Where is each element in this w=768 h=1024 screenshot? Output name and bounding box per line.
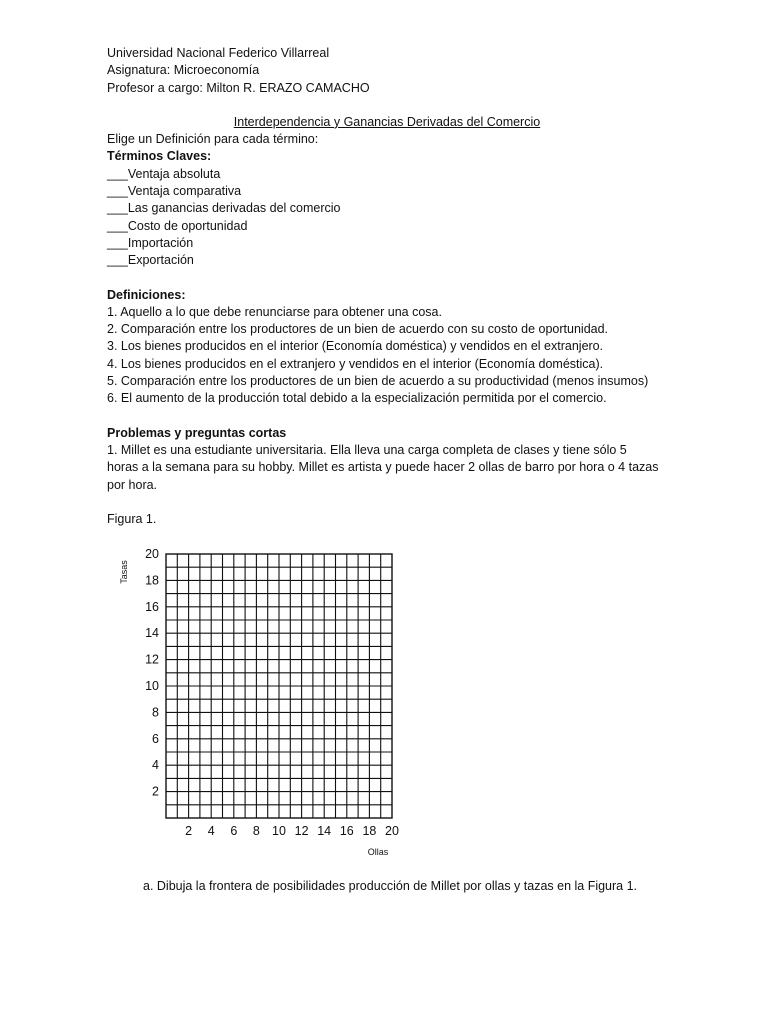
term-label: Ventaja absoluta: [127, 166, 221, 181]
y-tick-label: 14: [145, 626, 159, 641]
y-tick-label: 10: [145, 679, 159, 693]
y-tick-label: 2: [152, 784, 159, 799]
worksheet-title: Interdependencia y Ganancias Derivadas del Comercio: [233, 114, 541, 129]
term-label: Las ganancias derivadas del comercio: [127, 201, 341, 216]
question-1-line: 1. Millet es una estudiante universitaria. Ella lleva una carga completa de clases y tiene sólo 5: [107, 442, 627, 457]
answer-blank: ___: [107, 184, 128, 199]
y-tick-label: 4: [152, 758, 159, 773]
question-1-line: horas a la semana para su hobby. Millet es artista y puede hacer 2 ollas de barro por hora o 4 tazas: [107, 460, 659, 475]
x-tick-label: 14: [317, 824, 332, 838]
x-tick-label: 16: [339, 824, 354, 838]
question-1-line: por hora.: [107, 477, 158, 492]
x-tick-label: 12: [294, 824, 309, 838]
x-tick-label: 8: [252, 824, 260, 838]
definition-item: 2. Comparación entre los productores de un bien de acuerdo con su costo de oportunidad.: [107, 322, 609, 337]
x-axis-label: Ollas: [367, 847, 389, 857]
subject-line: Asignatura: Microeconomía: [107, 63, 260, 78]
x-tick-label: 6: [230, 824, 238, 838]
answer-blank: ___: [107, 218, 128, 233]
definition-item: 1. Aquello a lo que debe renunciarse para obtener una cosa.: [107, 304, 442, 319]
x-tick-label: 2: [185, 824, 193, 838]
answer-blank: ___: [107, 253, 128, 268]
definition-item: 4. Los bienes producidos en el extranjero y vendidos en el interior (Economía doméstica).: [107, 356, 604, 371]
question-a: a. Dibuja la frontera de posibilidades producción de Millet por ollas y tazas en la Figura 1.: [143, 879, 638, 893]
x-tick-label: 18: [362, 824, 377, 838]
x-tick-label: 4: [207, 824, 215, 838]
y-tick-label: 12: [145, 652, 159, 667]
definition-item: 6. El aumento de la producción total debido a la especialización permitida por el comercio.: [107, 391, 607, 406]
y-tick-label: 8: [152, 705, 159, 720]
instruction-line: Elige un Definición para cada término:: [107, 132, 319, 147]
y-axis-label: Tasas: [119, 560, 129, 584]
terms-heading: Términos Claves:: [107, 149, 212, 164]
problems-heading: Problemas y preguntas cortas: [107, 425, 287, 440]
term-label: Costo de oportunidad: [127, 218, 248, 233]
answer-blank: ___: [107, 166, 128, 181]
term-label: Exportación: [127, 253, 194, 268]
y-tick-label: 18: [145, 573, 159, 588]
y-tick-label: 20: [145, 547, 159, 561]
term-label: Ventaja comparativa: [127, 184, 242, 199]
x-tick-label: 20: [385, 824, 399, 838]
definitions-heading: Definiciones:: [107, 287, 186, 302]
term-label: Importación: [127, 235, 194, 250]
answer-blank: ___: [107, 201, 128, 216]
figure-label: Figura 1.: [107, 511, 157, 526]
definition-item: 5. Comparación entre los productores de un bien de acuerdo a su productividad (menos insumos): [107, 374, 649, 389]
definition-item: 3. Los bienes producidos en el interior (Economía doméstica) y vendidos en el extranjero.: [107, 339, 604, 354]
answer-blank: ___: [107, 235, 128, 250]
y-tick-label: 6: [152, 731, 159, 746]
professor-line: Profesor a cargo: Milton R. ERAZO CAMACHO: [107, 80, 370, 95]
x-tick-label: 10: [272, 824, 286, 838]
y-tick-label: 16: [145, 599, 159, 614]
university-name: Universidad Nacional Federico Villarreal: [107, 46, 330, 60]
